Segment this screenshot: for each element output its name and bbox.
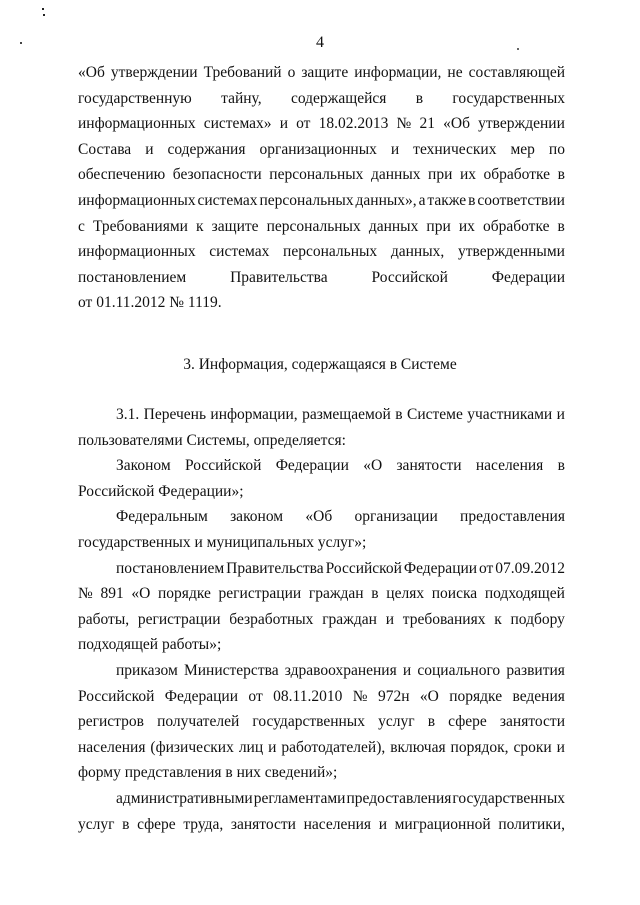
word: государственных [252,713,365,731]
word: при [426,217,451,235]
word: информационных [78,115,196,133]
word: к [196,217,204,235]
word: услуг [378,713,415,731]
word: политики, [498,815,565,833]
word: информации, [354,64,442,81]
word: к [494,610,502,628]
word: услуг [78,815,115,833]
word: получателей [157,713,240,731]
word: граждан [322,610,377,628]
word: Федерации [491,268,565,286]
word: занятости [396,457,462,475]
word: «Об [443,115,470,133]
word: утверждении [110,64,198,81]
word: системах [197,191,258,209]
word: утверждении [478,115,565,133]
word: в [557,166,565,184]
text-line [78,402,565,428]
word: Законом [116,457,171,475]
word: их [459,166,476,184]
page-number: 4 [316,34,324,51]
word: системах [209,243,270,261]
word: Требований [203,64,282,81]
text-line [78,709,565,735]
text-line [78,239,565,265]
word: № [78,585,93,603]
word: административными [116,789,253,807]
word: Министерства [183,661,279,679]
word: их [458,217,475,235]
word: обработке [483,166,551,184]
word: от [296,115,311,133]
word: работы, [78,610,130,628]
word: предоставления [346,789,452,807]
word: данных [370,166,421,184]
scan-speck [42,8,44,10]
word: «О [363,457,383,475]
word: информационных [78,191,196,209]
word: подбору [510,610,565,628]
word: Системе [407,406,463,423]
word: ведения [512,687,565,705]
word: 21 [419,115,435,133]
section-title: 3. Информация, содержащаяся в Системе [183,356,457,373]
text-line [78,632,565,658]
line-text: государственных и муниципальных услуг»; [78,533,367,551]
word: развития [506,661,565,679]
word: населения [475,457,544,475]
word: сроки [513,738,552,756]
word: участниками [467,406,553,423]
word: государственных [452,89,565,107]
word: содержащейся [290,89,387,107]
line-text: от 01.11.2012 № 1119. [78,294,222,312]
word: и [402,661,412,679]
word: регистрации [137,610,221,628]
line-text: Российской Федерации»; [78,482,244,500]
word: «Об [78,64,105,81]
word: законом [230,508,284,526]
text-line [78,137,565,163]
word: обработке [482,217,550,235]
word: 891 [100,585,124,603]
word: работодателей), [281,738,386,756]
text-line [78,504,565,530]
word: Требованиями [92,217,188,235]
word: информационных [78,243,196,261]
text-line [78,530,565,556]
text-line [78,607,565,633]
word: Федерации [275,457,349,475]
word: безработных [229,610,314,628]
word: организационных [259,140,377,158]
text-line [78,735,565,761]
word: безопасности [172,166,262,184]
word: персональных [266,217,361,235]
word: персональных [259,191,354,209]
word: сфере [448,713,487,731]
word: Перечень [143,406,207,423]
word: от [248,687,263,705]
word: лиц [238,738,264,756]
word: в [427,713,436,731]
word: размещаемой [302,406,391,423]
word: № [352,687,368,705]
word: а [418,191,426,209]
word: в [371,585,379,603]
word: занятости [499,713,565,731]
line-text: форму представления в них сведений»; [78,764,338,782]
word: Правительства [230,268,328,286]
word: постановлением [78,268,187,286]
word: труда, [183,815,224,833]
word: регистрации [218,585,302,603]
word: Состава [78,140,132,158]
word: и [390,140,400,158]
word: данных», [355,191,417,209]
text-line [78,428,565,454]
word: о [287,64,296,81]
text-line [78,265,565,291]
word: Федеральным [116,508,208,526]
text-line [78,760,565,786]
word: постановлением [116,559,225,577]
word: и [145,140,154,158]
word: Федерации [403,559,478,577]
word: при [428,166,453,184]
word: предоставления [460,508,565,526]
word: составляющей [468,64,565,81]
word: соответствии [477,191,565,209]
word: регистров [78,713,144,731]
word: и [279,115,288,133]
text-line [78,214,565,240]
text-line [78,162,565,188]
word: 972н [377,687,410,705]
word: системах» [203,115,272,133]
word: мер [510,140,535,158]
word: 07.09.2012 [495,559,565,577]
word: поиска [431,585,478,603]
word: с [78,217,85,235]
text-line [78,290,565,316]
text-line [78,86,565,112]
word: «О [131,585,151,603]
word: «Об [305,508,333,526]
text-line [78,453,565,479]
word: миграционной [394,815,491,833]
word: содержания [167,140,246,158]
word: защите [211,217,259,235]
text-line [78,658,565,684]
text-line [78,812,565,838]
word: приказом [116,661,178,679]
paragraph-information-list [78,402,565,837]
word: защите [301,64,349,81]
word: информации, [210,406,298,423]
text-line [78,556,565,582]
word: порядке [158,585,211,603]
word: населения [78,738,146,756]
word: Правительства [226,559,324,577]
word: включая [390,738,446,756]
word: персональных [283,243,378,261]
paragraph-requirements [78,60,565,316]
word: по [548,140,565,158]
word: порядке [449,687,503,705]
word: в [122,815,130,833]
text-line [78,111,565,137]
word: организации [354,508,438,526]
word: Российской [325,559,402,577]
word: подходящей [484,585,565,603]
word: утвержденными [457,243,565,261]
word: не [447,64,463,81]
word: порядок, [450,738,509,756]
word: Российской [185,457,262,475]
word: сфере [137,815,176,833]
word: целях [386,585,425,603]
word: от [478,559,494,577]
text-line [78,479,565,505]
word: технических [413,140,497,158]
word: требованиях [402,610,486,628]
word: в [395,406,403,423]
word: в [468,191,476,209]
word: Федерации [164,687,238,705]
word: в [557,217,565,235]
word: здравоохранения [284,661,397,679]
word: обеспечению [78,166,166,184]
word: Российской [78,687,155,705]
word: государственных [452,789,565,807]
word: тайну, [221,89,262,107]
word: 18.02.2013 [318,115,389,133]
word: «О [419,687,439,705]
text-line [78,581,565,607]
word: и [385,610,394,628]
word: и [556,406,565,423]
word: 08.11.2010 [273,687,343,705]
word: № [396,115,412,133]
word: персональных [269,166,364,184]
word: данных [368,217,419,235]
word: также [427,191,467,209]
word: государственную [78,89,192,107]
text-line [78,60,565,86]
text-line [78,684,565,710]
text-line [78,786,565,812]
line-text: подходящей работы»; [78,636,222,654]
word: 3.1. [116,406,140,423]
line-text: пользователями Системы, определяется: [78,431,346,449]
word: регламентами [253,789,346,807]
word: и [556,738,565,756]
word: и [268,738,277,756]
word: социального [417,661,501,679]
word: и [378,815,387,833]
word: Российской [371,268,448,286]
scan-speck [43,14,45,16]
word: граждан [308,585,364,603]
word: (физических [150,738,234,756]
text-line [78,188,565,214]
word: занятости [230,815,296,833]
word: данных, [390,243,445,261]
word: в [557,457,565,475]
word: населения [303,815,372,833]
word: в [415,89,424,107]
